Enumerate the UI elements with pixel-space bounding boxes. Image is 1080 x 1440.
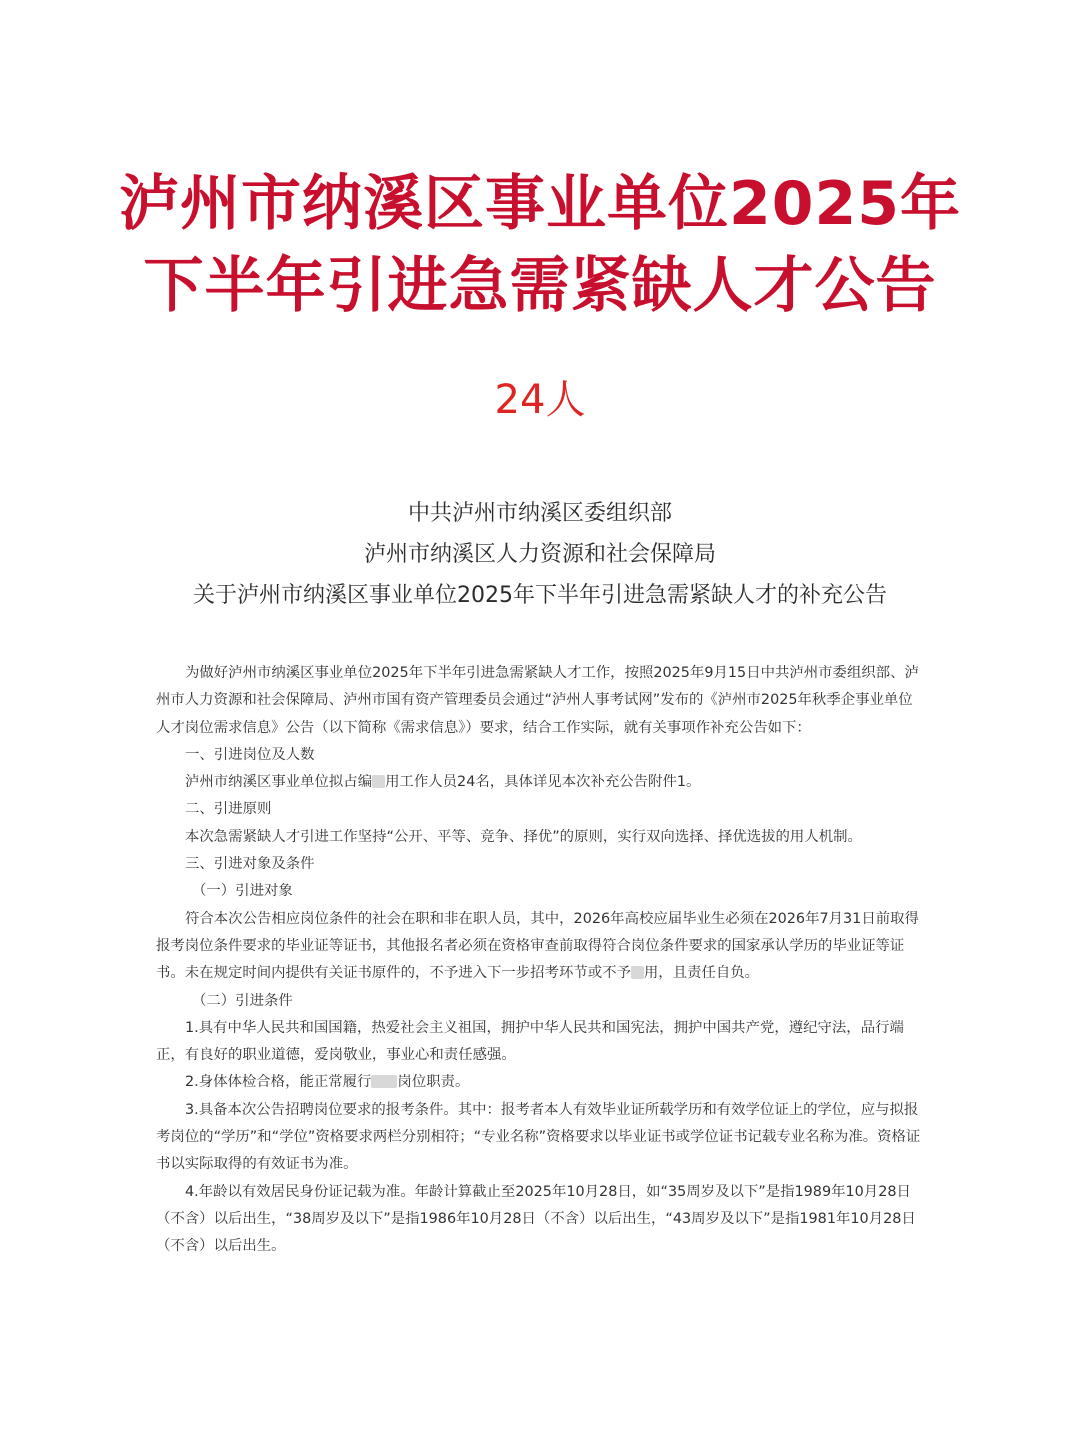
- headline-line-1: 泸州市纳溪区事业单位2025年: [119, 169, 961, 239]
- section-3-sub-1-text-part-b: 用，且责任自负。: [643, 965, 760, 982]
- section-3-sub-1-title: （一）引进对象: [192, 883, 293, 900]
- condition-2: [156, 1069, 924, 1096]
- announcement-title: 关于泸州市纳溪区事业单位2025年下半年引进急需紧缺人才的补充公告: [193, 583, 887, 608]
- section-3-sub-1-text-part-a: 符合本次公告相应岗位条件的社会在职和非在职人员，其中，2026年高校应届毕业生必须在2026年7月31日前取得报考岗位条件要求的毕业证等证书，其他报名者必须在资格审查前取得符合岗位条件要求的国家承认学历的毕业证等证书。未在规定时间内提供有关证书原件的，不予进入下一步招考环节或不予: [156, 910, 919, 982]
- redaction-mark: [371, 1075, 397, 1088]
- section-3-sub-1-text: [156, 906, 924, 988]
- section-3-title: 三、引进对象及条件: [185, 856, 315, 873]
- announcement-body: [156, 660, 924, 1261]
- redaction-mark: [631, 966, 644, 979]
- condition-2-part-a: 2.身体体检合格，能正常履行: [185, 1074, 372, 1091]
- section-1-text-part-a: 泸州市纳溪区事业单位拟占编: [185, 774, 373, 791]
- issuer-line-2: 泸州市纳溪区人力资源和社会保障局: [363, 542, 716, 567]
- issuer-line-1: 中共泸州市纳溪区委组织部: [407, 501, 672, 526]
- redaction-mark: [372, 775, 385, 788]
- condition-4: 4.年龄以有效居民身份证记载为准。年龄计算截止至2025年10月28日，如“35周岁及以下”是指1989年10月28日（不含）以后出生，“38周岁及以下”是指1986年10月28日（不含）以后出生，“43周岁及以下”是指1981年10月28日（不含）以后出生。: [156, 1183, 916, 1255]
- recruit-count: 24人: [494, 377, 586, 423]
- condition-3: 3.具备本次公告招聘岗位要求的报考条件。其中：报考者本人有效毕业证所载学历和有效学位证上的学位，应与拟报考岗位的“学历”和“学位”资格要求两栏分别相符；“专业名称”资格要求以毕业证书或学位证书记载专业名称为准。资格证书以实际取得的有效证书为准。: [156, 1101, 921, 1173]
- headline-line-2: 下半年引进急需紧缺人才公告: [143, 251, 937, 321]
- section-2-title: 二、引进原则: [185, 801, 272, 818]
- section-1-text-part-b: 用工作人员24名，具体详见本次补充公告附件1。: [385, 774, 701, 791]
- section-3-sub-2-title: （二）引进条件: [192, 992, 293, 1009]
- condition-2-part-b: 岗位职责。: [397, 1074, 470, 1091]
- section-1-title: 一、引进岗位及人数: [185, 746, 315, 763]
- condition-1: 1.具有中华人民共和国国籍，热爱社会主义祖国，拥护中华人民共和国宪法，拥护中国共产党，遵纪守法，品行端正，有良好的职业道德，爱岗敬业，事业心和责任感强。: [156, 1019, 904, 1064]
- section-2-text: 本次急需紧缺人才引进工作坚持“公开、平等、竞争、择优”的原则，实行双向选择、择优选拔的用人机制。: [185, 828, 862, 845]
- section-1-text: [156, 769, 924, 796]
- intro-paragraph: 为做好泸州市纳溪区事业单位2025年下半年引进急需紧缺人才工作，按照2025年9月15日中共泸州市委组织部、泸州市人力资源和社会保障局、泸州市国有资产管理委员会通过“泸州人事考试网”发布的《泸州市2025年秋季企事业单位人才岗位需求信息》公告（以下简称《需求信息》）要求，结合工作实际，就有关事项作补充公告如下：: [156, 665, 919, 736]
